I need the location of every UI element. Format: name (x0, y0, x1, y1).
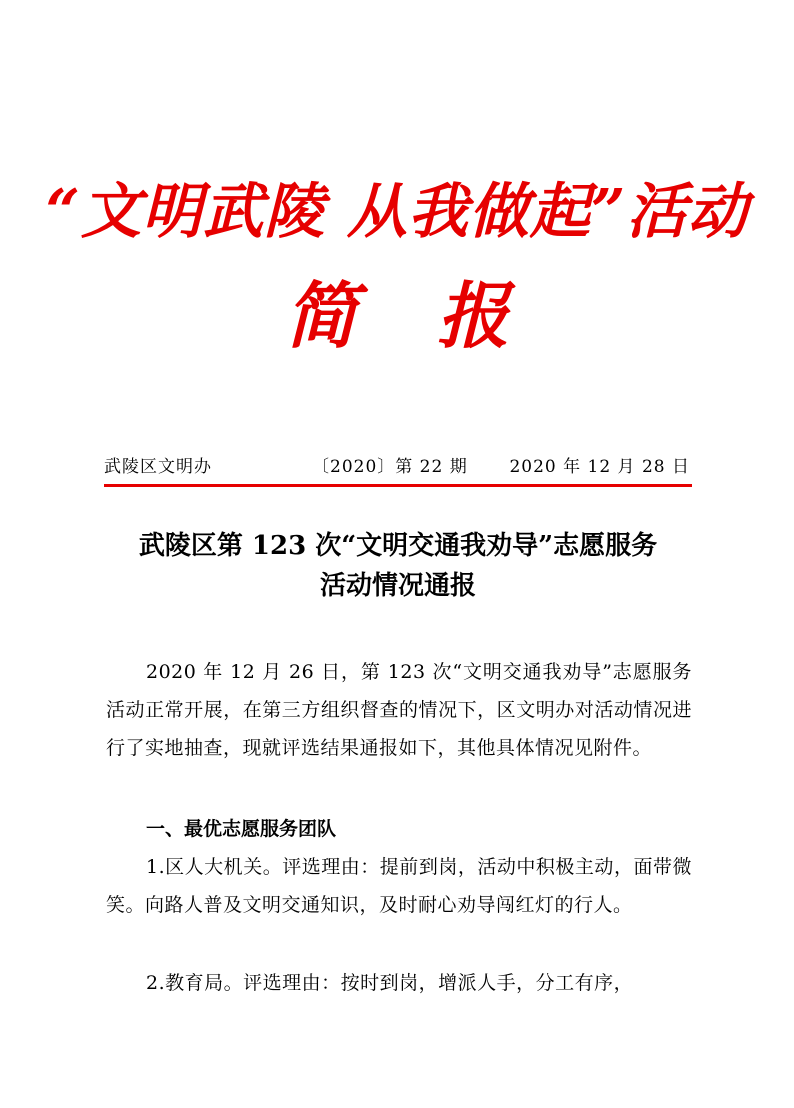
masthead-subtitle-char-2: 报 (437, 273, 510, 358)
list-item-1: 1.区人大机关。评选理由：提前到岗，活动中积极主动，面带微笑。向路人普及文明交通知识，及时耐心劝导闯红灯的行人。 (106, 856, 692, 916)
issue-number: 〔2020〕第 22 期 (312, 457, 468, 477)
document-title (100, 526, 696, 606)
masthead-subtitle-char-1: 简 (284, 273, 357, 358)
document-title-line-1: 武陵区第 123 次“文明交通我劝导”志愿服务 (138, 531, 658, 561)
list-item-2: 2.教育局。评选理由：按时到岗，增派人手，分工有序， (146, 972, 634, 994)
masthead-subtitle (0, 268, 794, 364)
masthead-title: “文明武陵 从我做起”活动 (45, 177, 749, 247)
issue-date: 2020 年 12 月 28 日 (509, 457, 690, 477)
section-heading: 一、最优志愿服务团队 (146, 818, 337, 840)
intro-paragraph: 2020 年 12 月 26 日，第 123 次“文明交通我劝导”志愿服务活动正常开展，在第三方组织督查的情况下，区文明办对活动情况进行了实地抽查，现就评选结果通报如下，其他具体情况见附件。 (106, 661, 692, 759)
document-title-line-2: 活动情况通报 (319, 571, 476, 601)
issuing-office: 武陵区文明办 (104, 457, 212, 477)
issue-info-line (104, 452, 692, 482)
red-divider (104, 484, 692, 487)
